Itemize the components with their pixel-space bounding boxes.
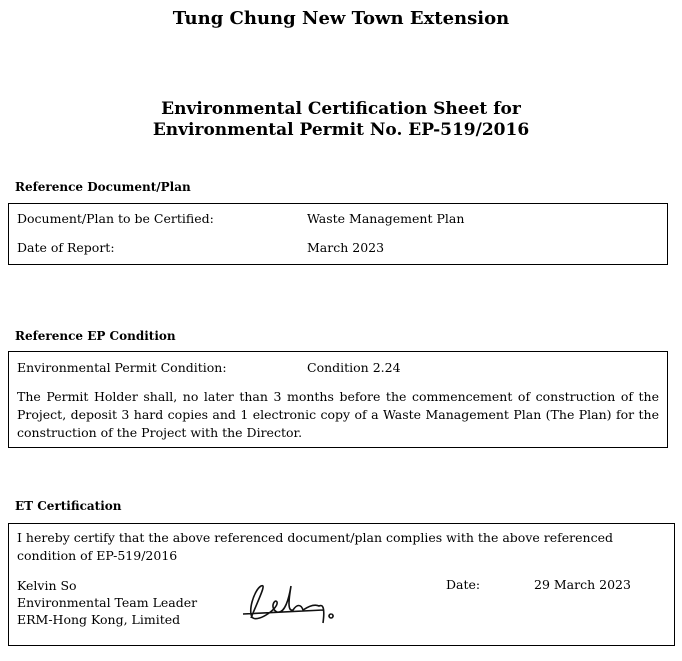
cert-date-label: Date: [446,577,481,592]
reference-document-heading: Reference Document/Plan [15,180,191,194]
sheet-title [0,99,682,141]
reference-document-box [8,203,668,265]
sheet-title-line1: Environmental Certification Sheet for [161,99,521,119]
doc-label: Document/Plan to be Certified: [17,211,214,226]
cert-date-value: 29 March 2023 [534,577,631,592]
condition-text: The Permit Holder shall, no later than 3 months before the commencement of construction of the Project, deposit 3 hard copies and 1 electronic copy of a Waste Management Plan (The Plan) for the construction of the Project with the Director. [17,389,659,440]
date-label: Date of Report: [17,240,115,255]
doc-value: Waste Management Plan [307,211,465,226]
et-certification-box [8,523,675,646]
signature [239,578,349,628]
signatory-name: Kelvin So [17,578,77,593]
signatory [17,577,197,628]
signatory-company: ERM-Hong Kong, Limited [17,612,181,627]
signatory-role: Environmental Team Leader [17,595,198,610]
reference-ep-heading: Reference EP Condition [15,329,176,343]
project-title: Tung Chung New Town Extension [172,8,510,29]
condition-label: Environmental Permit Condition: [17,360,227,375]
condition-value: Condition 2.24 [307,360,401,375]
et-certification-heading: ET Certification [15,499,122,513]
reference-ep-box [8,351,668,448]
certification-statement: I hereby certify that the above referenced document/plan complies with the above referenced condition of EP-519/2016 [17,530,613,563]
sheet-title-line2: Environmental Permit No. EP-519/2016 [152,120,530,140]
date-value: March 2023 [307,240,385,255]
